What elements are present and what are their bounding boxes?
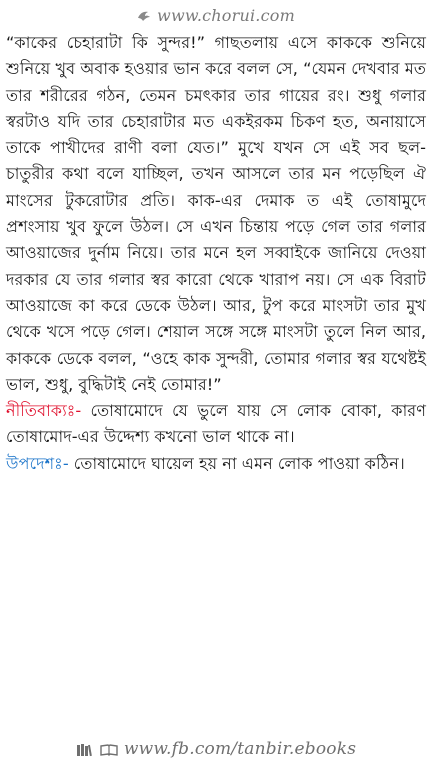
advice-label: উপদেশঃ- — [6, 453, 69, 473]
page-footer — [0, 736, 432, 762]
site-header — [0, 2, 432, 28]
story-body — [6, 30, 426, 477]
books-icon — [76, 742, 94, 756]
book-open-icon — [100, 742, 118, 756]
bird-logo-icon — [137, 8, 151, 22]
site-watermark: www.chorui.com — [157, 5, 295, 25]
advice-line — [6, 451, 426, 477]
moral-line — [6, 398, 426, 451]
moral-label: নীতিবাক্যঃ- — [6, 401, 82, 421]
footer-link[interactable]: www.fb.com/tanbir.ebooks — [123, 739, 357, 759]
moral-text: তোষামোদে যে ভুলে যায় সে লোক বোকা, কারণ তোষামোদ-এর উদ্দেশ্য কখনো ভাল থাকে না। — [6, 401, 426, 447]
advice-text: তোষামোদে ঘায়েল হয় না এমন লোক পাওয়া কঠিন। — [68, 453, 405, 473]
story-paragraph: “কাকের চেহারাটা কি সুন্দর!” গাছতলায় এসে কাককে শুনিয়ে শুনিয়ে খুব অবাক হওয়ার ভান করে বলল সে, “যেমন দেখবার মত তার শরীরের গঠন, তেমন চমৎকার তার গায়ের রং। শুধু গলার স্বরটাও যদি তার চেহারাটার মত একইরকম চিকণ হত, অনায়াসে তাকে পাখীদের রাণী বলা যেত।” মুখে যখন সে এই সব ছল-চাতুরীর কথা বলে যাচ্ছিল, তখন আসলে তার মন পড়েছিল ঐ মাংসের টুকরোটার প্রতি। কাক-এর দেমাক ত এই তোষামুদে প্রশংসায় খুব ফুলে উঠল। সে এখন চিন্তায় পড়ে গেল তার গলার আওয়াজের দুর্নাম নিয়ে। তার মনে হল সব্বাইকে জানিয়ে দেওয়া দরকার যে তার গলার স্বর কারো থেকে খারাপ নয়। সে এক বিরাট আওয়াজে কা করে ডেকে উঠল। আর, টুপ করে মাংসটা তার মুখ থেকে খসে পড়ে গেল। শেয়াল সঙ্গে সঙ্গে মাংসটা তুলে নিল আর, কাককে ডেকে বলল, “ওহে কাক সুন্দরী, তোমার গলার স্বর যথেষ্টই ভাল, শুধু, বুদ্ধিটাই নেই তোমার!” — [6, 33, 426, 394]
